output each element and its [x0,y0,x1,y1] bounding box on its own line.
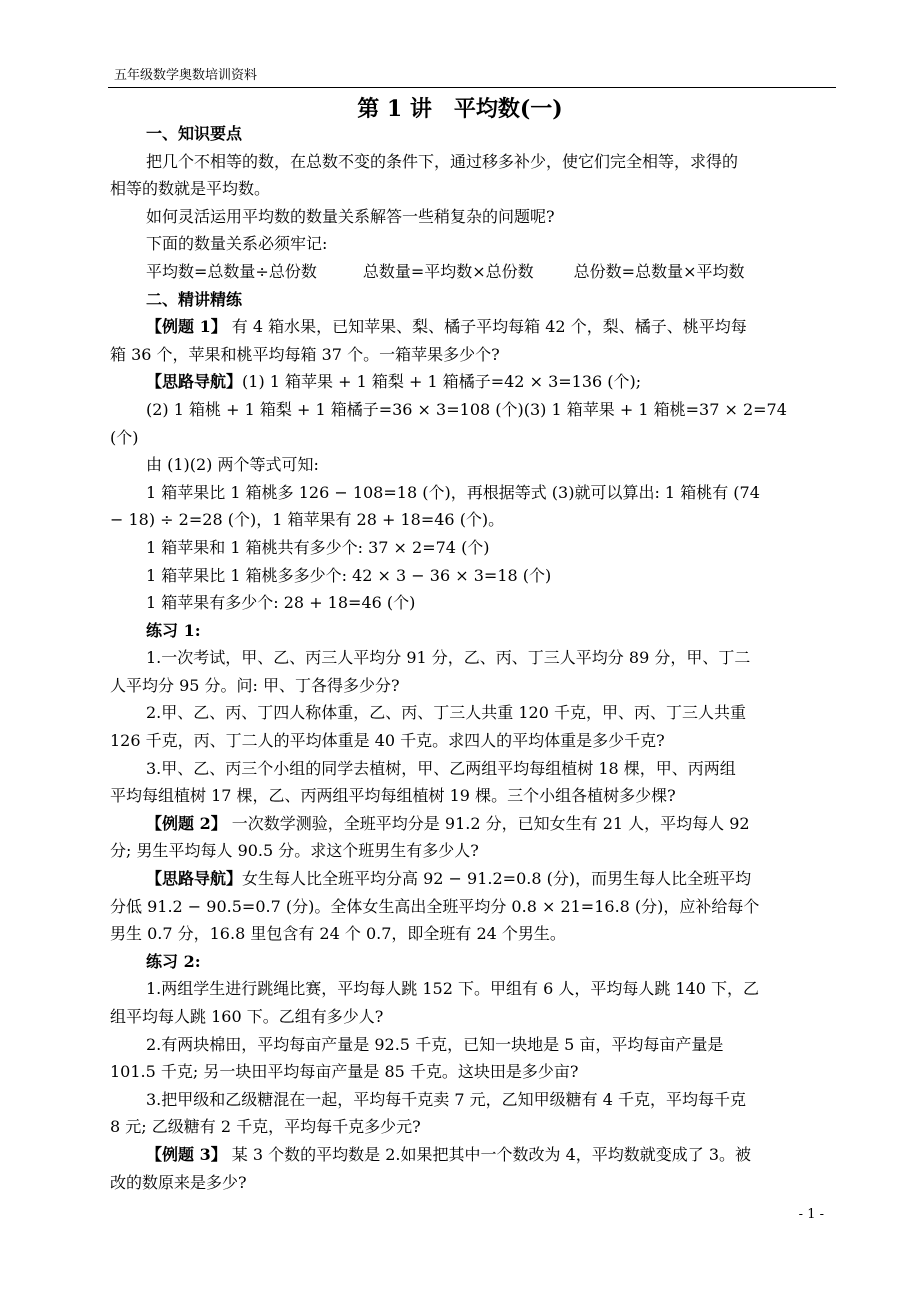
practice-1-q2-line1: 2.甲、乙、丙、丁四人称体重，乙、丙、丁三人共重 120 千克，甲、丙、丁三人共重 [146,703,746,723]
practice-1-heading: 练习 1: [146,620,201,640]
practice-2-q2-line2: 101.5 千克; 另一块田平均每亩产量是 85 千克。这块田是多少亩? [110,1062,579,1082]
example-1-line1 [110,313,830,341]
paragraph-definition-line2: 相等的数就是平均数。 [110,179,271,199]
example-3-line2: 改的数原来是多少? [110,1172,247,1192]
lecture-title: 第 1 讲 平均数(一) [357,96,563,122]
formula-row [110,258,830,286]
section-heading-lessons: 二、精讲精练 [146,289,243,309]
guide-2-label: 【思路导航】 [146,869,243,889]
example-3-label: 【例题 3】 [146,1144,227,1164]
guide-2-line1 [110,865,830,893]
page-number: - 1 - [798,1207,824,1222]
practice-1-q2-line2: 126 千克，丙、丁二人的平均体重是 40 千克。求四人的平均体重是多少千克? [110,731,665,751]
guide-2-line3: 男生 0.7 分，16.8 里包含有 24 个 0.7，即全班有 24 个男生。 [110,924,566,944]
running-header: 五年级数学奥数培训资料 [114,68,258,83]
paragraph-question: 如何灵活运用平均数的数量关系解答一些稍复杂的问题呢? [146,206,555,226]
guide-1-line9: 1 箱苹果有多少个: 28 + 18=46 (个) [146,593,416,613]
formula-average: 平均数=总数量÷总份数 [146,261,317,281]
example-3-text: 某 3 个数的平均数是 2.如果把其中一个数改为 4，平均数就变成了 3。被 [226,1144,752,1164]
guide-1-text: (1) 1 箱苹果 + 1 箱梨 + 1 箱橘子=42 × 3=136 (个); [242,372,642,392]
example-2-label: 【例题 2】 [146,813,227,833]
practice-2-q3-line1: 3.把甲级和乙级糖混在一起，平均每千克卖 7 元，乙知甲级糖有 4 千克，平均每千克 [146,1089,746,1109]
example-2-line2: 分; 男生平均每人 90.5 分。求这个班男生有多少人? [110,841,479,861]
practice-2-q3-line2: 8 元; 乙级糖有 2 千克，平均每千克多少元? [110,1117,421,1137]
practice-2-q1-line1: 1.两组学生进行跳绳比赛，平均每人跳 152 下。甲组有 6 人，平均每人跳 140 下，乙 [146,979,760,999]
guide-1-line6: − 18) ÷ 2=28 (个)，1 箱苹果有 28 + 18=46 (个)。 [110,510,505,530]
paragraph-remember: 下面的数量关系必须牢记: [146,234,328,254]
example-2-line1 [110,810,830,838]
guide-1-line1 [110,368,830,396]
example-3-line1 [110,1141,830,1169]
practice-2-heading: 练习 2: [146,951,201,971]
practice-1-q3-line1: 3.甲、乙、丙三个小组的同学去植树，甲、乙两组平均每组植树 18 棵，甲、丙两组 [146,758,736,778]
guide-1-line5: 1 箱苹果比 1 箱桃多 126 − 108=18 (个)，再根据等式 (3)就可以算出: 1 箱桃有 (74 [146,482,760,502]
practice-1-q1-line1: 1.一次考试，甲、乙、丙三人平均分 91 分，乙、丙、丁三人平均分 89 分，甲、丁二 [146,648,751,668]
guide-2-line2: 分低 91.2 − 90.5=0.7 (分)。全体女生高出全班平均分 0.8 × 21=16.8 (分)，应补给每个 [110,896,760,916]
example-1-line2: 箱 36 个，苹果和桃平均每箱 37 个。一箱苹果多少个? [110,344,500,364]
guide-1-line4: 由 (1)(2) 两个等式可知: [146,455,319,475]
example-1-label: 【例题 1】 [146,317,227,337]
example-1-text: 有 4 箱水果，已知苹果、梨、橘子平均每箱 42 个，梨、橘子、桃平均每 [226,317,747,337]
guide-2-text: 女生每人比全班平均分高 92 − 91.2=0.8 (分)，而男生每人比全班平均 [242,869,752,889]
content-body [110,120,830,1196]
formula-total: 总数量=平均数×总份数 [362,261,534,281]
practice-1-q3-line2: 平均每组植树 17 棵，乙、丙两组平均每组植树 19 棵。三个小组各植树多少棵? [110,786,676,806]
formula-parts: 总份数=总数量×平均数 [573,261,745,281]
header-divider [108,87,836,88]
guide-1-line7: 1 箱苹果和 1 箱桃共有多少个: 37 × 2=74 (个) [146,537,490,557]
paragraph-definition-line1: 把几个不相等的数，在总数不变的条件下，通过移多补少，使它们完全相等，求得的 [146,151,739,171]
practice-2-q2-line1: 2.有两块棉田，平均每亩产量是 92.5 千克，已知一块地是 5 亩，平均每亩产量是 [146,1034,724,1054]
guide-1-label: 【思路导航】 [146,372,243,392]
example-2-text: 一次数学测验，全班平均分是 91.2 分，已知女生有 21 人，平均每人 92 [226,813,750,833]
guide-1-line8: 1 箱苹果比 1 箱桃多多少个: 42 × 3 − 36 × 3=18 (个) [146,565,552,585]
section-heading-knowledge: 一、知识要点 [146,124,243,143]
practice-2-q1-line2: 组平均每人跳 160 下。乙组有多少人? [110,1007,384,1026]
practice-1-q1-line2: 人平均分 95 分。问: 甲、丁各得多少分? [110,675,400,695]
guide-1-line2: (2) 1 箱桃 + 1 箱梨 + 1 箱橘子=36 × 3=108 (个)(3) 1 箱苹果 + 1 箱桃=37 × 2=74 [146,399,787,419]
guide-1-line3: (个) [110,427,139,447]
